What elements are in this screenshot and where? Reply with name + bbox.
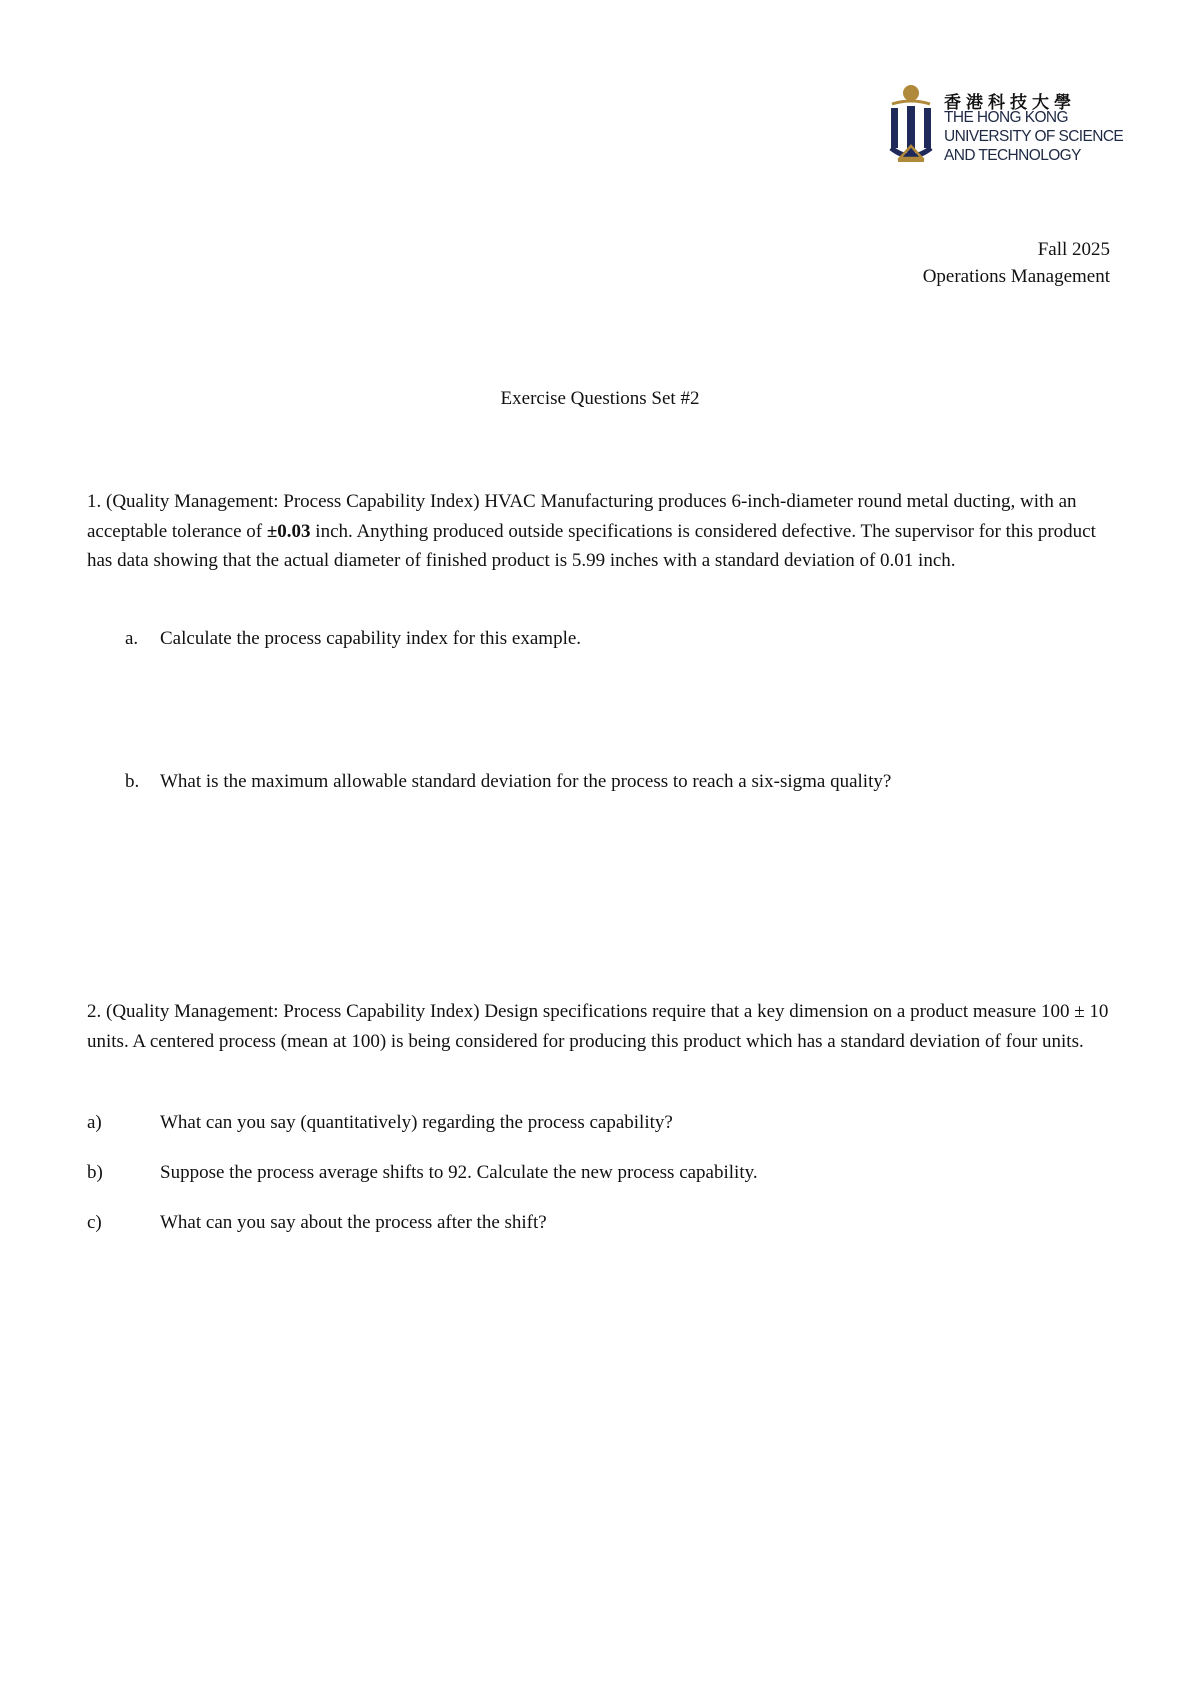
part-marker: a.: [125, 628, 139, 649]
logo-english-line-2: UNIVERSITY OF SCIENCE: [944, 128, 1124, 145]
course-name: Operations Management: [922, 266, 1110, 287]
part-text: Calculate the process capability index for this example.: [160, 628, 582, 649]
question-1-tolerance: ±0.03: [266, 520, 311, 542]
part-text: What can you say (quantitatively) regarding the process capability?: [160, 1112, 673, 1133]
university-logo: [886, 84, 1126, 166]
question-1-intro-start: 1. (Quality Management: Process Capability Index) HVAC Manufacturing produces 6-inch-diameter round metal ducting, with an acceptable tolerance of: [87, 491, 1077, 542]
part-marker: c): [87, 1212, 102, 1233]
part-marker: b): [87, 1162, 103, 1183]
part-marker: b.: [125, 771, 140, 792]
page-title: Exercise Questions Set #2: [500, 388, 700, 409]
part-marker: a): [87, 1112, 102, 1133]
part-text: What is the maximum allowable standard deviation for the process to reach a six-sigma quality?: [160, 771, 892, 792]
course-header: [923, 236, 1110, 290]
question-1-text: [87, 487, 1123, 576]
question-2-text: 2. (Quality Management: Process Capability Index) Design specifications require that a key dimension on a product measure 100 ± 10 units. A centered process (mean at 100) is being considered for producing this product which has a standard deviation of four units.: [87, 1001, 1109, 1052]
logo-english-line-1: THE HONG KONG: [944, 109, 1068, 126]
logo-english-line-3: AND TECHNOLOGY: [944, 147, 1081, 164]
logo-chinese-name: 香港科技大學: [944, 93, 1076, 113]
part-text: Suppose the process average shifts to 92. Calculate the new process capability.: [160, 1162, 758, 1183]
term-label: Fall 2025: [1037, 239, 1110, 260]
part-text: What can you say about the process after the shift?: [160, 1212, 547, 1233]
question-1-intro-end: inch. Anything produced outside specifications is considered defective. The supervisor for this product has data showing that the actual diameter of finished product is 5.99 inches with a standard deviation of 0.01 inch.: [87, 520, 1096, 571]
university-emblem-icon: [886, 84, 936, 166]
